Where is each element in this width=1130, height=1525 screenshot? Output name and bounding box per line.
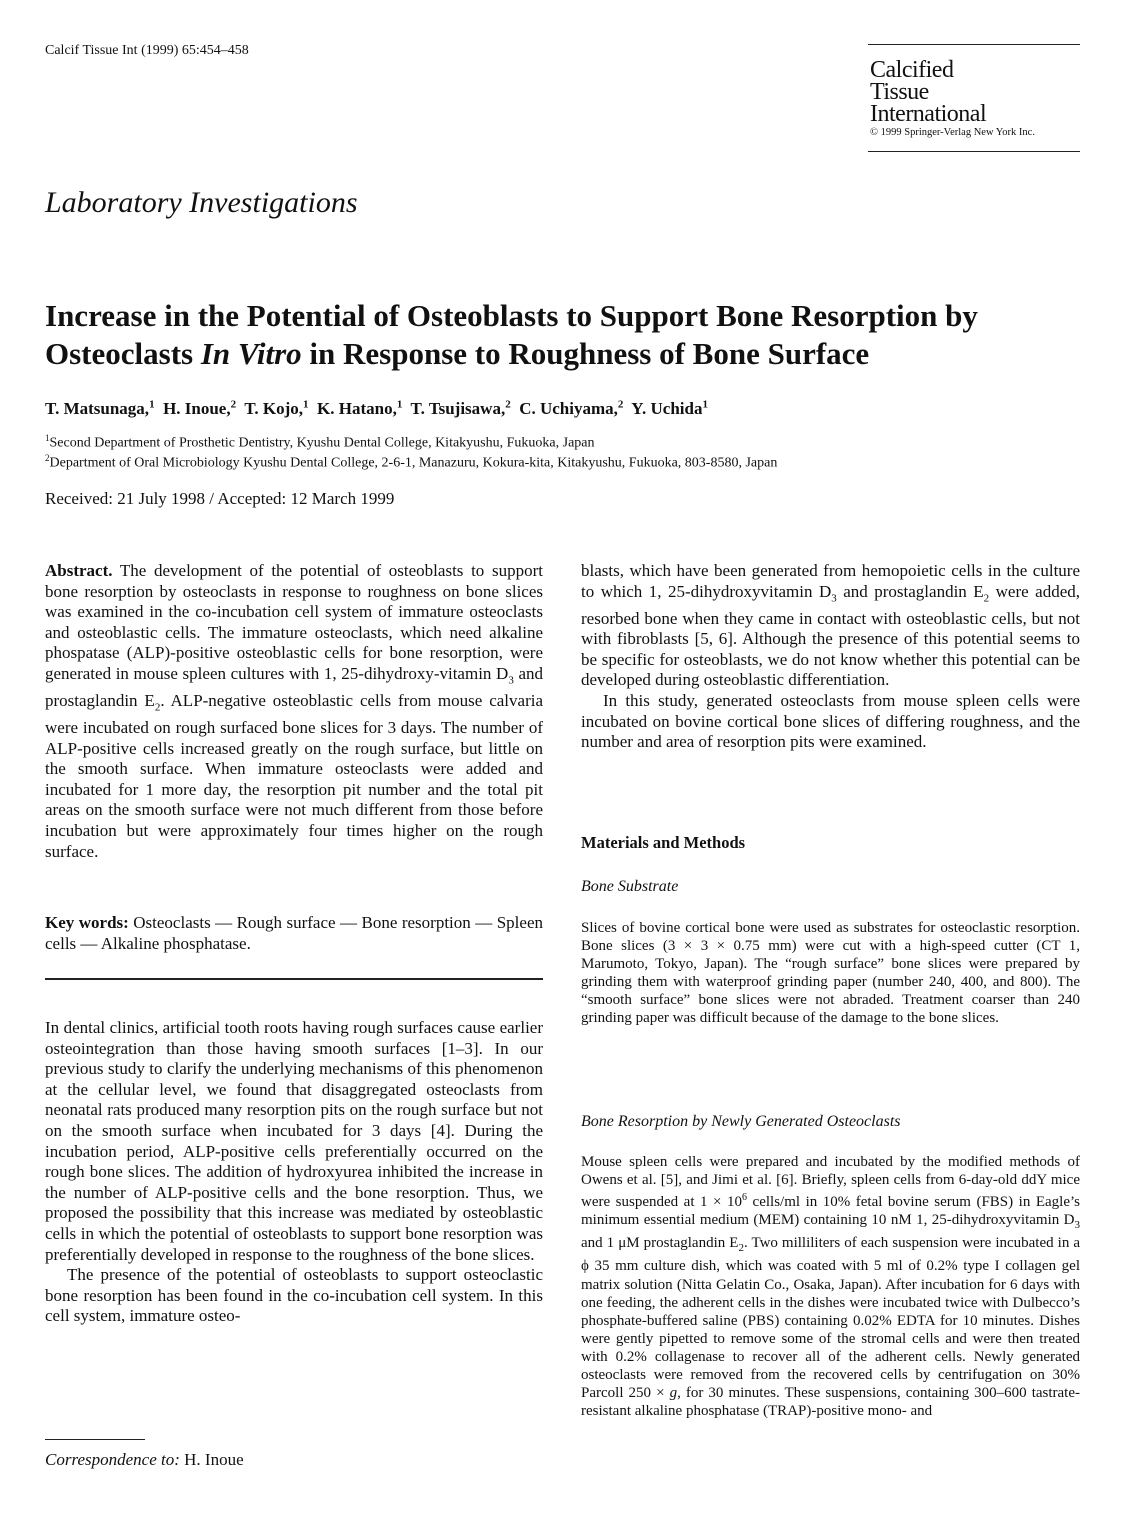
correspondence-footnote: Correspondence to: H. Inoue bbox=[45, 1450, 244, 1469]
intro-paragraph-3: blasts, which have been generated from hemopoietic cells in the culture to which 1, 25-dihydroxyvitamin $D_3$ and prostaglandin $E_2$ were added, resorbed bone when they came in contact with osteoblastic cells, but not with fibroblasts [5, 6]. Although the presence of this potential seems to be specific for osteoblasts, we do not know whether this potential can be developed during osteoblastic differentiation. bbox=[581, 561, 1081, 690]
title-italic: In Vitro bbox=[200, 336, 302, 371]
author: C. Uchiyama,$^2$ bbox=[519, 398, 624, 418]
logo-line-3: International bbox=[870, 101, 987, 127]
bone-resorption-text: Mouse spleen cells were prepared and incubated by the modified methods of Owens et al. [5], and Jimi et al. [6]. Briefly, spleen cells from 6-day-old ddY mice were suspended at $1 \times 10^6$ cells/ml in 10% fetal bovine serum (FBS) in Eagle’s minimum essential medium (MEM) containing 10 nM 1, 25-dihydroxyvitamin $D_3$ and 1 μM prostaglandin $E_2$. Two milliliters of each suspension were incubated in a ϕ 35 mm culture dish, which was coated with 5 ml of 0.2% type I collagen gel matrix solution (Nitta Gelatin Co., Osaka, Japan). After incubation for 6 days with one feeding, the adherent cells in the dishes were incubated twice with Dulbecco’s phosphate-buffered saline (PBS) containing 0.02% EDTA for 10 minutes. Dishes were gently pipetted to remove some of the stromal cells and were then treated with 0.2% collagenase to recover all of the adherent cells. Newly generated osteoclasts were removed from the recovered cells by centrifugation on 30% Parcoll 250 × g, for 30 minutes. These suspensions, containing 300–600 tastrate-resistant alkaline phosphatase (TRAP)-positive mono- and bbox=[581, 1154, 1081, 1420]
keywords-label: Key words: bbox=[45, 913, 129, 932]
received-date: Received: 21 July 1998 / Accepted: 12 March 1999 bbox=[45, 489, 395, 508]
footnote-rule bbox=[45, 1439, 145, 1440]
paper-title bbox=[45, 297, 1095, 373]
bone-substrate-heading: Bone Substrate bbox=[581, 878, 679, 895]
bone-substrate-text: Slices of bovine cortical bone were used as substrates for osteoclastic resorption. Bone slices (3 × 3 × 0.75 mm) were cut with a high-speed cutter (CT 1, Marumoto, Tokyo, Japan). The “rough surface” bone slices were prepared by grinding them with waterproof grinding paper (number 240, 400, and 800). The “smooth surface” bone slices were not abraded. Treatment coarser than 240 grinding paper was difficult because of the damage to the bone slices. bbox=[581, 920, 1080, 1027]
section-label: Laboratory Investigations bbox=[45, 186, 358, 219]
author: T. Matsunaga,$^1$ bbox=[45, 398, 155, 418]
intro-paragraph-4: In this study, generated osteoclasts from mouse spleen cells were incubated on bovine cortical bone slices of differing roughness, and the number and area of resorption pits were examined. bbox=[581, 690, 1080, 752]
affiliation-2: $^2$Department of Oral Microbiology Kyushu Dental College, 2-6-1, Manazuru, Kokura-kita, Kitakyushu, Fukuoka, 803-8580, Japan bbox=[45, 453, 778, 471]
author: Y. Uchida$^1$ bbox=[631, 398, 708, 418]
keywords: Key words: Osteoclasts — Rough surface — Bone resorption — Spleen cells — Alkaline phosphatase. bbox=[45, 913, 543, 953]
abstract-divider bbox=[45, 978, 543, 980]
author: H. Inoue,$^2$ bbox=[163, 398, 237, 418]
bone-resorption-heading: Bone Resorption by Newly Generated Osteoclasts bbox=[581, 1113, 901, 1130]
methods-heading: Materials and Methods bbox=[581, 833, 746, 852]
intro-left bbox=[45, 1018, 543, 1327]
intro-paragraph-1: In dental clinics, artificial tooth roots having rough surfaces cause earlier osteointegration than those having smooth surfaces [1–3]. In our previous study to clarify the underlying mechanisms of this phenomenon at the cellular level, we found that disaggregated osteoclasts from neonatal rats produced many resorption pits on the rough surface but not on the smooth surface when incubated for 3 days [4]. During the incubation period, ALP-positive cells preferentially occurred on the rough bone slices. The addition of hydroxyurea inhibited the increase in the number of ALP-positive cells and the bone resorption. Thus, we proposed the possibility that this increase was mediated by osteoblastic cells in which the potential of osteoblasts to support bone resorption was preferentially developed in response to the roughness of the bone slices. bbox=[45, 1018, 543, 1264]
affiliation-1: $^1$Second Department of Prosthetic Dentistry, Kyushu Dental College, Kitakyushu, Fukuoka, Japan bbox=[45, 433, 595, 451]
title-part-2: in Response to Roughness of Bone Surface bbox=[301, 336, 870, 371]
intro-paragraph-2: The presence of the potential of osteoblasts to support osteoclastic bone resorption has been found in the co-incubation cell system. In this cell system, immature osteo- bbox=[45, 1265, 543, 1326]
logo-line-2: Tissue bbox=[870, 79, 929, 105]
abstract: Abstract. The development of the potential of osteoblasts to support bone resorption by osteoclasts in response to roughness on bone slices was examined in the co-incubation cell system of immature osteoclasts and osteoblastic cells. The immature osteoclasts, which need alkaline phospatase (ALP)-positive osteoblastic cells for bone resorption, were generated in mouse spleen cultures with 1, 25-dihydroxy-vitamin $D_3$ and prostaglandin $E_2$. ALP-negative osteoblastic cells from mouse calvaria were incubated on rough surfaced bone slices for 3 days. The number of ALP-positive cells increased greatly on the rough surface, but little on the smooth surface. When immature osteoclasts were added and incubated for 1 more day, the resorption pit number and the total pit areas on the smooth surface were not much different from those before incubation but were approximately four times higher on the rough surface. bbox=[45, 561, 544, 861]
author: K. Hatano,$^1$ bbox=[317, 398, 403, 418]
author: T. Tsujisawa,$^2$ bbox=[410, 398, 511, 418]
logo-line-1: Calcified bbox=[870, 57, 954, 83]
intro-right bbox=[581, 561, 1080, 753]
journal-logo bbox=[868, 44, 1080, 152]
title-part-1: Increase in the Potential of Osteoblasts to Support Bone Resorption by Osteoclasts bbox=[45, 298, 978, 371]
author: T. Kojo,$^1$ bbox=[244, 398, 309, 418]
running-head: Calcif Tissue Int (1999) 65:454–458 bbox=[45, 43, 249, 58]
abstract-label: Abstract. bbox=[45, 561, 113, 580]
author-list bbox=[45, 398, 708, 419]
copyright: © 1999 Springer-Verlag New York Inc. bbox=[870, 127, 1035, 138]
